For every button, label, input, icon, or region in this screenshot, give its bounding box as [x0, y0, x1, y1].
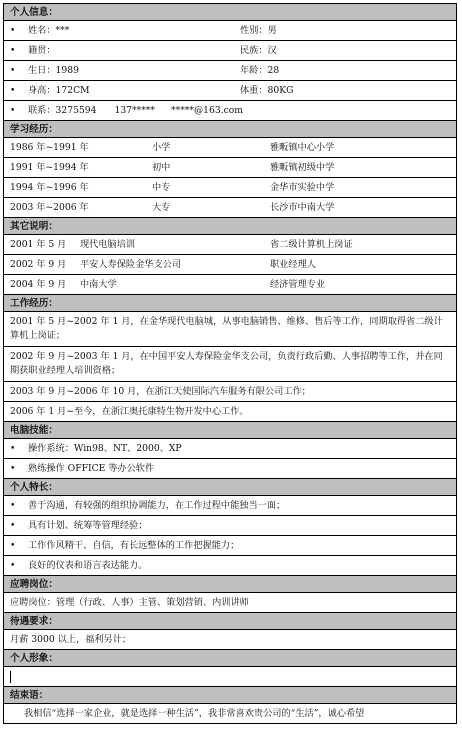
section-header-education	[4, 121, 456, 138]
education-row	[4, 138, 456, 158]
salary-text: 月薪 3000 以上，福利另计；	[4, 630, 456, 650]
personal-row-contact	[4, 101, 456, 121]
strength-text: 具有计划、统筹等管理经验；	[28, 520, 148, 531]
section-header-image	[4, 650, 456, 667]
origin-field: 籍贯：	[28, 45, 56, 56]
bullet-icon: •	[10, 105, 16, 116]
other-result: 经济管理专业	[270, 279, 326, 290]
section-title: 工作经历：	[10, 298, 58, 309]
age-field: 年龄：28	[240, 65, 280, 76]
work-row: 2006 年 1 月~至今，在浙江奥托康特生物开发中心工作。	[4, 402, 456, 422]
edu-date: 1991 年~1994 年	[10, 162, 89, 173]
education-row	[4, 198, 456, 218]
section-title: 电脑技能：	[10, 425, 58, 436]
edu-level: 大专	[152, 202, 171, 213]
section-title: 学习经历：	[10, 124, 58, 135]
section-header-other	[4, 218, 456, 235]
image-text-area[interactable]	[4, 667, 456, 687]
closing-text: 我相信“选择一家企业，就是选择一种生活”，我非常喜欢贵公司的“生活”，诚心希望	[24, 708, 365, 719]
section-header-work	[4, 295, 456, 312]
phone-field: 联系：3275594	[28, 105, 97, 116]
bullet-icon: •	[10, 85, 16, 96]
ethnicity-field: 民族：汉	[240, 45, 277, 56]
mobile-field: 137*****	[114, 105, 155, 116]
edu-level: 中专	[152, 182, 171, 193]
edu-level: 小学	[152, 142, 171, 153]
personal-row-origin	[4, 41, 456, 61]
bullet-icon: •	[10, 540, 16, 551]
section-title: 个人形象：	[10, 653, 58, 664]
strength-text: 工作作风精干、自信，有长远整体的工作把握能力；	[28, 540, 240, 551]
section-title: 应聘岗位：	[10, 579, 58, 590]
edu-school: 金华市实验中学	[270, 182, 335, 193]
section-title: 个人特长：	[10, 482, 58, 493]
personal-row-name	[4, 21, 456, 41]
section-header-position	[4, 576, 456, 593]
email-field: *****@163.com	[171, 105, 244, 116]
personal-row-birth	[4, 61, 456, 81]
work-row: 2001 年 5 月~2002 年 1 月，在金华现代电脑城，从事电脑销售、维修、售后等工作，同期取得省二级计算机上岗证；	[4, 312, 456, 347]
other-item: 平安人寿保险金华支公司	[80, 259, 182, 270]
bullet-icon: •	[10, 65, 16, 76]
section-header-salary	[4, 613, 456, 630]
section-header-closing	[4, 687, 456, 704]
name-field: 姓名：***	[28, 25, 70, 36]
bullet-icon: •	[10, 520, 16, 531]
strength-item	[4, 496, 456, 516]
other-date: 2001 年 5 月	[10, 239, 67, 250]
section-header-personal	[4, 4, 456, 21]
bullet-icon: •	[10, 560, 16, 571]
bullet-icon: •	[10, 25, 16, 36]
strength-text: 良好的仪表和语言表达能力。	[28, 560, 148, 571]
section-title: 个人信息：	[10, 7, 58, 18]
edu-school: 长沙市中南大学	[270, 202, 335, 213]
section-header-skills	[4, 422, 456, 439]
section-title: 结束语：	[10, 690, 49, 701]
other-date: 2004 年 9 月	[10, 279, 67, 290]
other-row	[4, 255, 456, 275]
edu-date: 1986 年~1991 年	[10, 142, 89, 153]
position-text: 应聘岗位：管理（行政、人事）主管、策划营销、内训讲师	[4, 593, 456, 613]
edu-school: 雅畈镇初级中学	[270, 162, 335, 173]
bullet-icon: •	[10, 443, 16, 454]
education-row	[4, 178, 456, 198]
strength-text: 善于沟通，有较强的组织协调能力，在工作过程中能独当一面；	[28, 500, 286, 511]
education-row	[4, 158, 456, 178]
strength-item	[4, 516, 456, 536]
edu-level: 初中	[152, 162, 171, 173]
resume-table	[3, 3, 457, 724]
other-item: 现代电脑培训	[80, 239, 136, 250]
other-row	[4, 275, 456, 295]
bullet-icon: •	[10, 500, 16, 511]
work-row: 2003 年 9 月~2006 年 10 月，在浙江天使国际汽车服务有限公司工作；	[4, 382, 456, 402]
other-item: 中南大学	[80, 279, 117, 290]
section-title: 待遇要求：	[10, 616, 58, 627]
section-header-strengths	[4, 479, 456, 496]
personal-row-height	[4, 81, 456, 101]
weight-field: 体重：80KG	[240, 85, 294, 96]
work-row: 2002 年 9 月~2003 年 1 月，在中国平安人寿保险金华支公司，负责行政后勤、人事招聘等工作，并在同期获职业经理人培训资格；	[4, 347, 456, 382]
edu-date: 2003 年~2006 年	[10, 202, 89, 213]
bullet-icon: •	[10, 45, 16, 56]
skill-item	[4, 459, 456, 479]
birth-field: 生日：1989	[28, 65, 79, 76]
skill-text: 熟练操作 OFFICE 等办公软件	[28, 463, 155, 474]
section-title: 其它说明：	[10, 221, 58, 232]
other-result: 省二级计算机上岗证	[270, 239, 353, 250]
height-field: 身高：172CM	[28, 85, 90, 96]
edu-date: 1994 年~1996 年	[10, 182, 89, 193]
text-cursor	[10, 671, 11, 683]
other-result: 职业经理人	[270, 259, 316, 270]
strength-item	[4, 556, 456, 576]
other-date: 2002 年 9 月	[10, 259, 67, 270]
bullet-icon: •	[10, 463, 16, 474]
gender-field: 性别：男	[240, 25, 277, 36]
edu-school: 雅畈镇中心小学	[270, 142, 335, 153]
strength-item	[4, 536, 456, 556]
skill-text: 操作系统：Win98、NT、2000、XP	[28, 443, 182, 454]
skill-item	[4, 439, 456, 459]
other-row	[4, 235, 456, 255]
